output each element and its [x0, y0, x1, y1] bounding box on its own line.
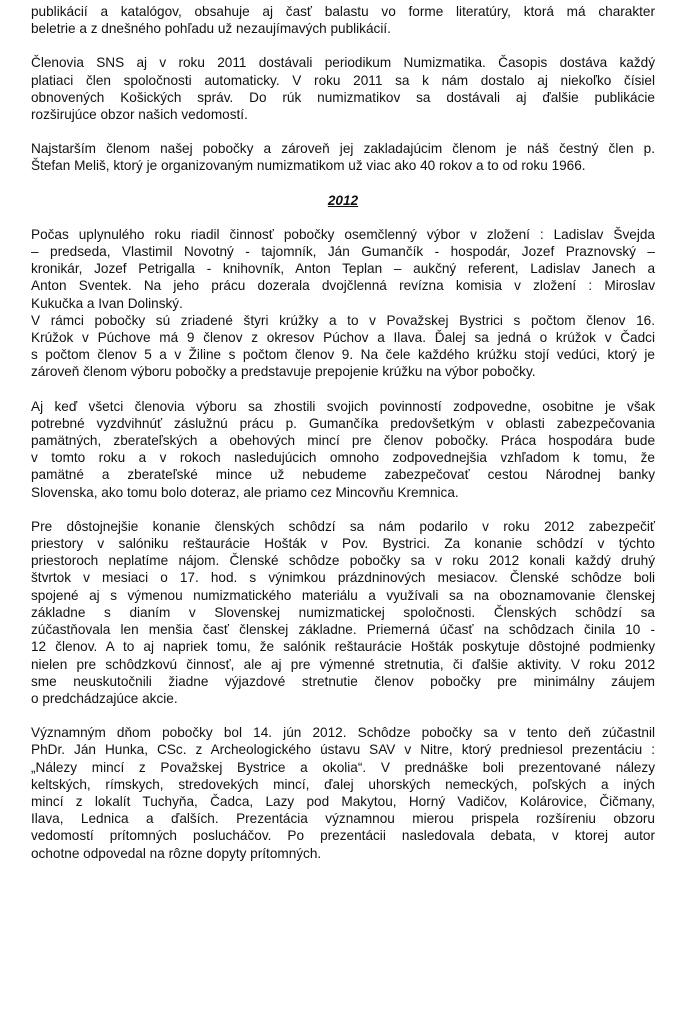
text-line: Krúžok v Púchove má 9 členov z okresov Púchov a Ilava. Ďalej sa jedná o krúžok v Čadci — [31, 330, 655, 346]
text-line: o predchádzajúce akcie. — [31, 690, 178, 706]
section-heading-2012: 2012 — [327, 192, 359, 208]
text-line: sme neuskutočnili žiadne výjazdové stretnutie členov pobočky pre minimálny záujem — [31, 673, 655, 689]
text-line: publikácií a katalógov, obsahuje aj časť balastu vo forme literatúry, ktorá má charakter — [31, 4, 655, 19]
text-line: zároveň členom výboru pobočky a predstavuje prepojenie krúžku na výbor pobočky. — [31, 364, 536, 380]
text-line: rozširujúce obzor našich vedomostí. — [31, 107, 248, 123]
text-line: vedomostí prítomných poslucháčov. Po prezentácii nasledovala debata, v ktorej autor — [31, 828, 655, 844]
text-line: Počas uplynulého roku riadil činnosť pobočky osemčlenný výbor v zložení : Ladislav Švejda — [31, 226, 655, 242]
text-line: pamätných, zberateľských a obehových mincí pre členov pobočky. Práca hospodára bude — [31, 433, 655, 449]
text-line: priestory v salóniku reštaurácie Hošták v Pov. Bystrici. Za konanie schôdzí v týchto — [31, 536, 655, 552]
text-line: „Nálezy mincí z Považskej Bystrice a okolia“. V prednáške boli prezentované nálezy — [31, 759, 655, 775]
text-line: pamätné a zberateľské mince už nebudeme zabezpečovať cestou Národnej banky — [31, 467, 655, 483]
text-line: nielen pre schôdzkovú činnosť, ale aj pre výmenné stretnutia, či ďalšie aktivity. V roku 2012 — [31, 656, 655, 672]
text-line: v tomto roku a v rokoch nasledujúcich omnoho zodpovednejšia vzhľadom k tomu, že — [31, 450, 655, 466]
text-line: Slovenska, ako tomu bolo doteraz, ale priamo cez Mincovňu Kremnica. — [31, 484, 459, 500]
paragraph-meetings — [31, 518, 655, 707]
text-line: Štefan Meliš, ktorý je organizovaným numizmatikom už viac ako 40 rokov a to od roku 1966. — [31, 158, 586, 174]
paragraph-committee-work — [31, 398, 655, 501]
text-line: zúčastňovala len menšia časť členskej základne. Priemerná účasť na schôdzach činila 10 - — [31, 622, 655, 638]
text-line: štvrtok v mesiaci o 17. hod. s výnimkou prázdninových mesiacov. Členské schôdze boli — [31, 570, 655, 586]
document-page — [31, 3, 655, 879]
text-line: základne s dianím v Slovenskej numizmatickej spoločnosti. Členských schôdzí sa — [31, 604, 655, 620]
text-line: V rámci pobočky sú zriadené štyri krúžky a to v Považskej Bystrici s počtom členov 16. — [31, 312, 655, 328]
text-line: potrebné vyzdvihnúť záslužnú prácu p. Gumančíka predovšetkým v oblasti zabezpečovania — [31, 415, 655, 431]
text-line: Aj keď všetci členovia výboru sa zhostili svojich povinností zodpovedne, osobitne je však — [31, 398, 655, 414]
paragraph-committee — [31, 226, 655, 312]
paragraph-presentation — [31, 724, 655, 862]
text-line: s počtom členov 5 a v Žiline s počtom členov 9. Na čele každého krúžku stojí vedúci, ktorý je — [31, 347, 655, 363]
text-line: mincí z lokalít Tuchyňa, Čadca, Lazy pod Makytou, Horný Vadičov, Kolárovice, Čičmany, — [31, 793, 655, 809]
text-line: 12 členov. A to aj napriek tomu, že salónik reštaurácie Hošták poskytuje dôstojné podmienky — [31, 639, 655, 655]
text-line: Pre dôstojnejšie konanie členských schôdzí sa nám podarilo v roku 2012 zabezpečiť — [31, 518, 655, 534]
text-line: platiaci člen spoločnosti automaticky. V roku 2011 sa k nám dostalo aj niekoľko čísiel — [31, 72, 655, 88]
text-line: keltských, rímskych, stredovekých mincí, ďalej uhorských nemeckých, poľských a iných — [31, 776, 655, 792]
text-line: beletrie a z dnešného pohľadu už nezaujímavých publikácií. — [31, 21, 391, 37]
text-line: obnovených Košických správ. Do rúk numizmatikov sa dostávali aj ďalšie publikácie — [31, 89, 655, 105]
text-line: spojené aj s výmenou numizmatického materiálu a využívali sa na oboznamovanie členskej — [31, 587, 655, 603]
text-line: priestoroch neplatíme nájom. Členské schôdze pobočky sa v roku 2012 konali každý druhý — [31, 553, 655, 569]
text-line: kronikár, Jozef Petrigalla - knihovník, Anton Teplan – aukčný referent, Ladislav Janech a — [31, 261, 655, 277]
paragraph-periodicals — [31, 54, 655, 123]
text-line: – predseda, Vlastimil Novotný - tajomník, Ján Gumančík - hospodár, Jozef Praznovský – — [31, 244, 655, 260]
text-line: Najstarším členom našej pobočky a zároveň jej zakladajúcim členom je náš čestný člen p. — [31, 141, 655, 157]
text-line: ochotne odpovedal na rôzne dopyty prítomných. — [31, 845, 322, 861]
text-line: PhDr. Ján Hunka, CSc. z Archeologického ústavu SAV v Nitre, ktorý predniesol prezentáciu : — [31, 742, 655, 758]
text-line: Kukučka a Ivan Dolinský. — [31, 295, 183, 311]
text-line: Členovia SNS aj v roku 2011 dostávali periodikum Numizmatika. Časopis dostáva každý — [31, 55, 655, 71]
text-line: Významným dňom pobočky bol 14. jún 2012. Schôdze pobočky sa v tento deň zúčastnil — [31, 725, 655, 741]
text-line: Ilava, Lednica a ďalších. Prezentácia významnou mierou prispela rozšíreniu obzoru — [31, 811, 655, 827]
paragraph-literature — [31, 3, 655, 37]
text-line: Anton Sventek. Na jeho prácu dozerala dvojčlenná revízna komisia v zložení : Miroslav — [31, 278, 655, 294]
paragraph-circles — [31, 312, 655, 381]
paragraph-oldest-member — [31, 140, 655, 174]
